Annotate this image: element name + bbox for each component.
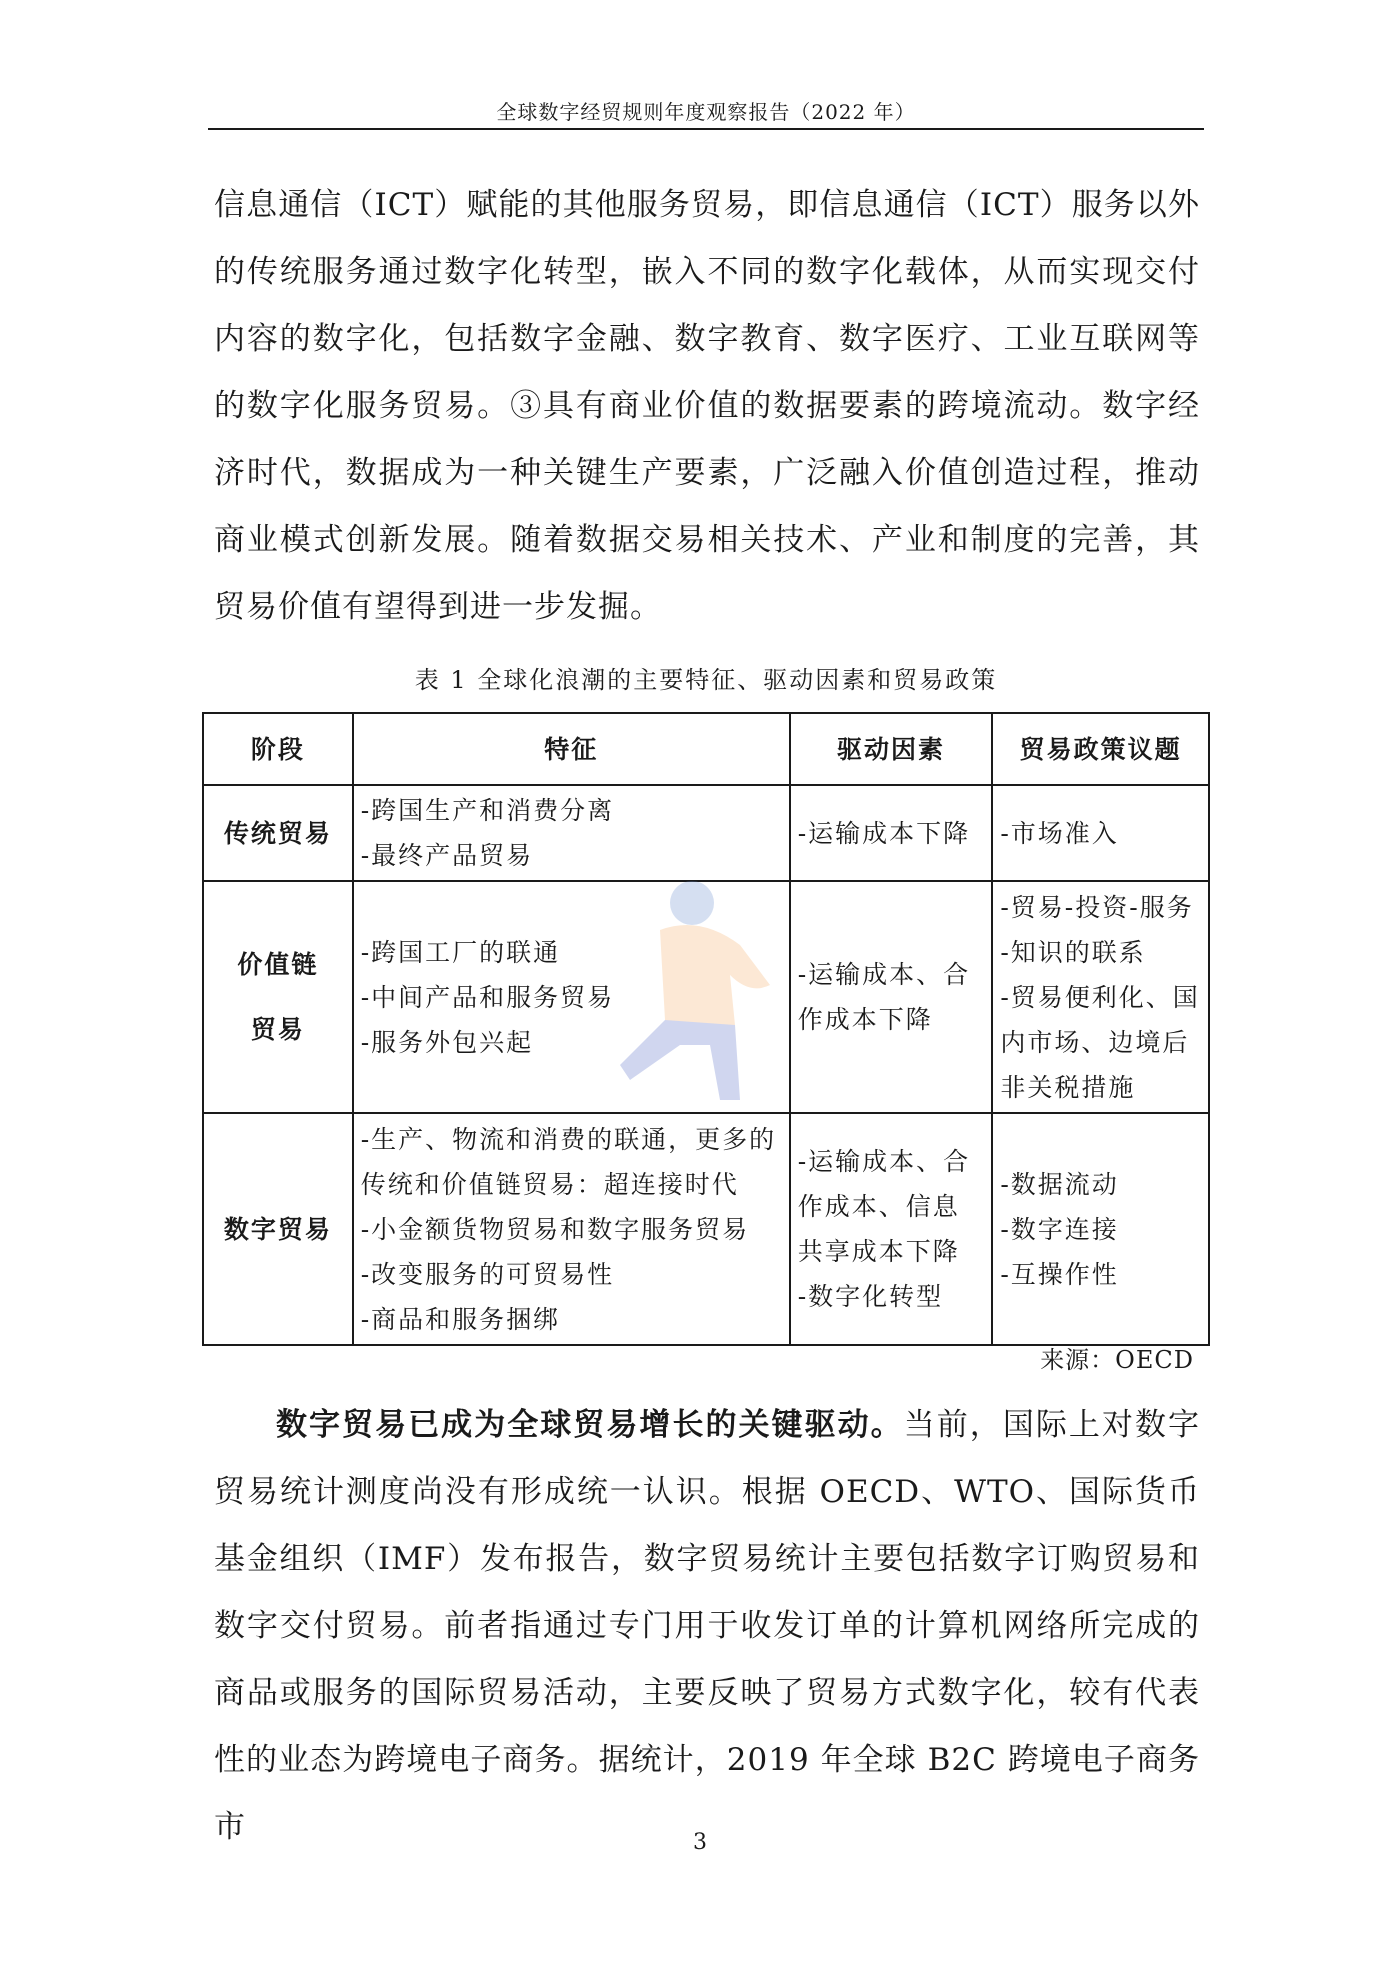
stage-label: 数字贸易: [223, 1214, 332, 1244]
features-cell: [353, 1113, 790, 1345]
policy-item: -数据流动: [1000, 1169, 1119, 1199]
policy-cell: [992, 1113, 1209, 1345]
policy-item: -贸易便利化、国内市场、边境后非关税措施: [1000, 982, 1200, 1102]
stage-label: 贸易: [250, 1015, 305, 1044]
policy-item: -贸易-投资-服务: [1000, 892, 1194, 922]
paragraph-2-lead: 数字贸易已成为全球贸易增长的关键驱动。: [276, 1407, 904, 1443]
feature-item: -商品和服务捆绑: [360, 1304, 561, 1334]
table-row: [203, 1113, 1209, 1345]
stage-label: 价值链: [237, 950, 319, 979]
driver-item: -运输成本下降: [797, 818, 971, 848]
policy-item: -知识的联系: [1000, 937, 1146, 967]
stage-cell: [203, 881, 353, 1113]
globalization-table: [202, 712, 1210, 1346]
feature-item: -最终产品贸易: [360, 841, 534, 870]
paragraph-2: [214, 1392, 1200, 1861]
stage-cell: [203, 1113, 353, 1345]
feature-item: -小金额货物贸易和数字服务贸易: [360, 1214, 750, 1244]
header-policy: 贸易政策议题: [992, 713, 1209, 785]
table-header-row: [203, 713, 1209, 785]
page-header: 全球数字经贸规则年度观察报告（2022 年）: [496, 100, 916, 124]
policy-item: -市场准入: [1000, 818, 1119, 848]
header-drivers: 驱动因素: [790, 713, 993, 785]
feature-item: -中间产品和服务贸易: [360, 982, 615, 1012]
table-row: [203, 881, 1209, 1113]
stage-label: 传统贸易: [223, 818, 332, 848]
feature-item: -生产、物流和消费的联通，更多的传统和价值链贸易：超连接时代: [360, 1124, 777, 1199]
feature-item: -服务外包兴起: [360, 1027, 534, 1057]
header-rule: [208, 128, 1204, 130]
drivers-cell: [790, 785, 993, 881]
drivers-cell: [790, 881, 993, 1113]
drivers-cell: [790, 1113, 993, 1345]
paragraph-2-rest: 当前，国际上对数字贸易统计测度尚没有形成统一认识。根据 OECD、WTO、国际货币基金组织（IMF）发布报告，数字贸易统计主要包括数字订购贸易和数字交付贸易。前者指通过专门用于收发订单的计算机网络所完成的商品或服务的国际贸易活动，主要反映了贸易方式数字化，较有代表性的业态为跨境电子商务。据统计，2019 年全球 B2C 跨境电子商务市: [214, 1407, 1200, 1845]
feature-item: -跨国工厂的联通: [360, 937, 561, 967]
table-row: [203, 785, 1209, 881]
table-source: 来源：OECD: [1040, 1346, 1194, 1374]
feature-item: -跨国生产和消费分离: [360, 796, 615, 825]
policy-item: -互操作性: [1000, 1259, 1119, 1289]
paragraph-1: 信息通信（ICT）赋能的其他服务贸易，即信息通信（ICT）服务以外的传统服务通过数字化转型，嵌入不同的数字化载体，从而实现交付内容的数字化，包括数字金融、数字教育、数字医疗、工业互联网等的数字化服务贸易。③具有商业价值的数据要素的跨境流动。数字经济时代，数据成为一种关键生产要素，广泛融入价值创造过程，推动商业模式创新发展。随着数据交易相关技术、产业和制度的完善，其贸易价值有望得到进一步发掘。: [214, 187, 1200, 625]
table-caption: 表 1 全球化浪潮的主要特征、驱动因素和贸易政策: [414, 666, 998, 694]
policy-item: -数字连接: [1000, 1214, 1119, 1244]
features-cell: [353, 881, 790, 1113]
page-number: 3: [693, 1830, 707, 1855]
driver-item: -运输成本、合作成本、信息共享成本下降: [797, 1147, 971, 1266]
header-features: 特征: [353, 713, 790, 785]
header-stage: 阶段: [203, 713, 353, 785]
driver-item: -运输成本、合作成本下降: [797, 960, 971, 1034]
features-cell: [353, 785, 790, 881]
driver-item: -数字化转型: [797, 1282, 944, 1311]
policy-cell: [992, 881, 1209, 1113]
feature-item: -改变服务的可贸易性: [360, 1259, 615, 1289]
policy-cell: [992, 785, 1209, 881]
stage-cell: [203, 785, 353, 881]
